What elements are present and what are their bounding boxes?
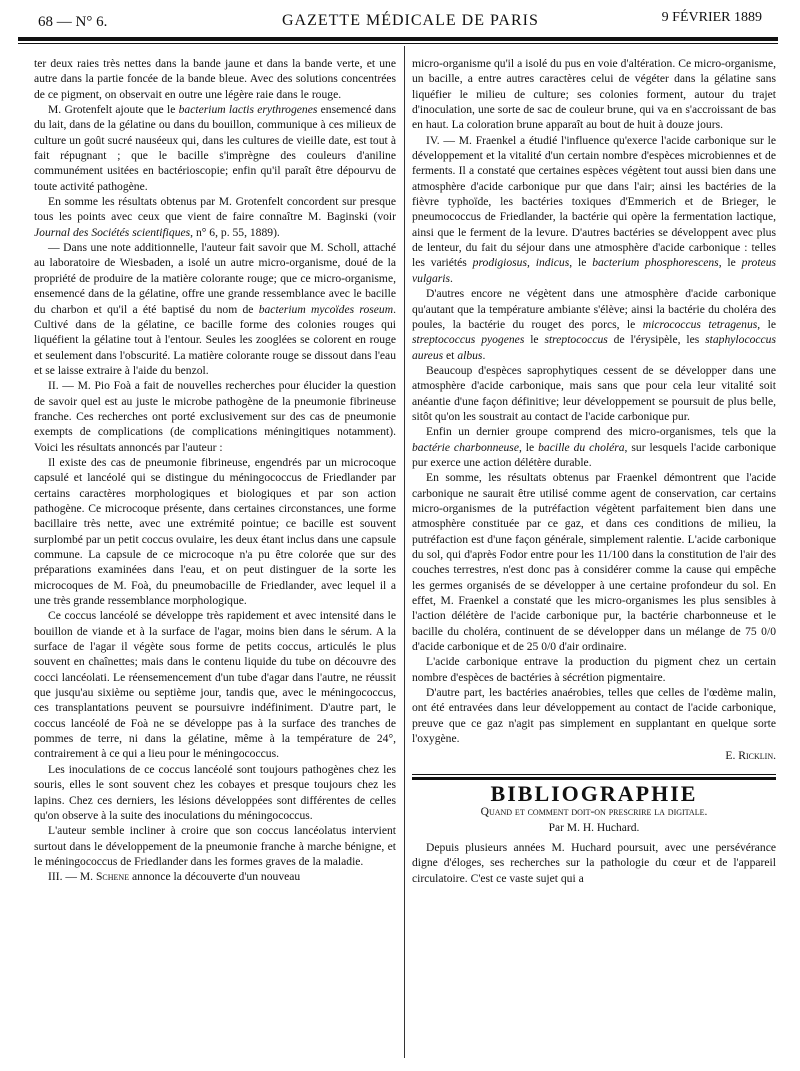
column-divider <box>404 46 405 1058</box>
section-rule <box>412 774 776 775</box>
section-title: BIBLIOGRAPHIE <box>490 780 698 806</box>
left-column <box>34 56 396 1058</box>
paragraph: M. Grotenfelt ajoute que le bacterium lactis erythrogenes ensemencé dans du lait, dans de la gélatine ou dans du bouillon, communique à ces milieux de culture un goût sucré nauséeux qui, dans les cultures de vieille date, est tout à fait répugnant ; que le bacille s'imprègne des couleurs d'aniline communément usitées en bactérioscopie; enfin qu'il paraît être dépourvu de toute activité pathogène. <box>34 103 396 193</box>
section-rule-thick <box>412 777 776 780</box>
paragraph: micro-organisme qu'il a isolé du pus en voie d'altération. Ce micro-organisme, un bacille, a entre autres caractères celui de végéter dans la gélatine sans liquéfier le milieu de culture; ses colonies forment, autour du trajet d'inoculation, une sorte de sac de couleur brune, qui va en s'accroissant de bas en haut. La coloration brune apparaît au bout de huit à douze jours. <box>412 57 776 132</box>
paragraph: D'autres encore ne végètent dans une atmosphère d'acide carbonique qu'autant que la température ambiante s'élève; ainsi la bactérie du choléra des poules, la bactérie du rouget des porcs, le micrococcus tetragenus, le streptococcus pyogenes le streptococcus de l'érysipèle, les staphylococcus aureus et albus. <box>412 287 776 362</box>
paragraph: L'auteur semble incliner à croire que son coccus lancéolatus intervient surtout dans le développement de la pneumonie franche à marche bénigne, et le méningococcus de Friedlander dans les formes graves de la maladie. <box>34 824 396 868</box>
journal-title: GAZETTE MÉDICALE DE PARIS <box>282 12 539 29</box>
paragraph: En somme, les résultats obtenus par Fraenkel démontrent que l'acide carbonique ne saurait être utilisé comme agent de conservation, car certains micro-organismes de la putréfaction végètent parfaitement bien dans une atmosphère constituée par ce gaz, et dans ces conditions de milieu, la putréfaction est d'une façon générale, simplement ralentie. L'acide carbonique du sol, qui d'après Fodor entre pour les 11/100 dans la constitution de l'air des couches terrestres, n'est donc pas à considérer comme la cause qui empêche les germes organisés de se développer à une certaine profondeur du sol. En effet, M. Fraenkel a constaté que les micro-organismes les plus sensibles à l'action délétère de l'acide carbonique pur, la bactérie charbonneuse et le bacille du choléra, continuent de se développer dans un mélange de 75 0/0 d'acide carbonique et de 25 0/0 d'air ordinaire. <box>412 471 776 654</box>
paragraph: Depuis plusieurs années M. Huchard poursuit, avec une persévérance digne d'éloges, ses recherches sur la pathologie du cœur et de l'appareil circulatoire. C'est ce vaste sujet qui a <box>412 840 776 885</box>
page-number: 68 — N° 6. <box>38 14 108 30</box>
book-title: Quand et comment doit-on prescrire la digitale. <box>480 806 708 819</box>
paragraph: Les inoculations de ce coccus lancéolé sont toujours pathogènes chez les souris, elles le sont souvent chez les cobayes et presque toujours chez les lapins. Chez ces derniers, les lésions développées sont différentes de celles qu'on observe à la suite des inoculations du méningococcus. <box>34 762 396 822</box>
header-rule-thick <box>18 37 778 41</box>
right-column <box>412 56 776 1058</box>
section-paragraph: III. — M. Schene annonce la découverte d'un nouveau <box>48 870 301 884</box>
paragraph: Il existe des cas de pneumonie fibrineuse, engendrés par un microcoque capsulé et lancéolé qui se distingue du méningococcus de Friedlander par certains caractères morphologiques et biologiques et par son action pathogène. Ce microcoque présente, dans certaines circonstances, une forme bacillaire très nette, avec une extrémité pointue; ce bacille est souvent surplombé par un petit coccus ovulaire, les deux étant inclus dans une capsule commune. La capsule de ce microcoque n'a pu être colorée que sur des préparations examinées dans l'eau, et on peut distinguer de la sorte les microcoques de M. Foà, du pneumobacille de Friedlander, avec lequel il a une très grande ressemblance morphologique. <box>34 455 396 608</box>
paragraph: En somme les résultats obtenus par M. Grotenfelt concordent sur presque tous les points avec ceux que vient de faire connaître M. Baginski (voir Journal des Sociétés scientifiques, n° 6, p. 55, 1889). <box>34 195 396 239</box>
paragraph: D'autre part, les bactéries anaérobies, telles que celles de l'œdème malin, ont été entravées dans leur développement au contact de l'acide carbonique, preuve que ce gaz n'agit pas simplement en supplantant en quelque sorte l'oxygène. <box>412 686 776 746</box>
issue-date: 9 FÉVRIER 1889 <box>661 10 762 25</box>
paragraph: Beaucoup d'espèces saprophytiques cessent de se développer dans une atmosphère d'acide carbonique, mais sans que pour cela leur vitalité soit anéantie d'une façon définitive; leur développement se poursuit de plus belle, sitôt qu'on les soustrait au contact de l'acide carbonique pur. <box>412 363 776 423</box>
author-signature: E. Ricklin. <box>725 749 776 763</box>
paragraph: Enfin un dernier groupe comprend des micro-organismes, tels que la bactérie charbonneuse, le bacille du choléra, sur lesquels l'acide carbonique pur exerce une action délétère durable. <box>412 425 776 469</box>
paragraph: ter deux raies très nettes dans la bande jaune et dans la bande verte, et une autre dans la partie foncée de la bande bleue. Avec des solutions concentrées de ce pigment, on observait en outre une légère raie dans le rouge. <box>34 57 396 101</box>
book-author: Par M. H. Huchard. <box>548 821 640 834</box>
header-rule-thin <box>18 43 778 44</box>
paragraph: Ce coccus lancéolé se développe très rapidement et avec intensité dans le bouillon de viande et à la surface de l'agar, moins bien dans le sérum. A la surface de l'agar il végète sous forme de petits coccus, articulés le plus souvent en chaînettes; mais dans le contenu liquide du tube on découvre des cocci lancéolati. Le réensemencement d'un tube d'agar dans l'autre, ne réussit que jusqu'au sixième ou septième jour, tandis que, avec le méningococcus, ces transplantations peuvent se poursuivre indéfiniment. D'autre part, le coccus lancéolé de Foà ne se développe pas à la surface des tranches de pommes de terre, ni dans la gélatine, même à la température de 24°, contrairement à ce qui a lieu pour le méningococcus. <box>34 609 396 761</box>
page-header <box>0 0 800 40</box>
section-paragraph: II. — M. Pio Foà a fait de nouvelles recherches pour élucider la question de savoir quel est au juste le microbe pathogène de la pneumonie fibrineuse franche. Ces recherches ont porté exclusivement sur des cas de pneumonie exempts de complications (de complications méningitiques notamment). Voici les résultats annoncés par l'auteur : <box>34 379 396 454</box>
section-paragraph: IV. — M. Fraenkel a étudié l'influence qu'exerce l'acide carbonique sur le développement et la vitalité d'un certain nombre d'espèces microbiennes et de ferments. Il a constaté que certaines espèces végètent tout aussi bien dans une atmosphère d'acide carbonique pur que dans l'air; ainsi les bactéries de la fièvre typhoïde, les bactéries toxiques d'Emmerich et de Brieger, le pneumococcus de Friedlander, la bactérie qui opère la fermentation lactique, ainsi que le ferment de la levure. D'autres bactéries se développent avec plus de lenteur, du fait du séjour dans une atmosphère d'acide carbonique : telles les variétés prodigiosus, indicus, le bacterium phosphorescens, le proteus vulgaris. <box>412 133 776 285</box>
paragraph: L'acide carbonique entrave la production du pigment chez un certain nombre d'espèces de bactéries à sécrétion pigmentaire. <box>412 655 776 684</box>
paragraph: — Dans une note additionnelle, l'auteur fait savoir que M. Scholl, attaché au laboratoire de Wiesbaden, a isolé un autre micro-organisme, doué de la propriété de produire de la matière colorante rouge; que ce micro-organisme, ensemencé dans de la gélatine, offre une grande ressemblance avec le bacille du charbon et qu'il a été baptisé du nom de bacterium mycoïdes roseum. Cultivé dans de la gélatine, ce bacille forme des colonies rouges qui liquéfient la gélatine tout à l'entour. Seules les zooglées se colorent en rouge et seulement dans l'obscurité. La matière colorante rouge se dissout dans l'eau et se laisse extraire à l'aide du benzol. <box>34 241 396 377</box>
